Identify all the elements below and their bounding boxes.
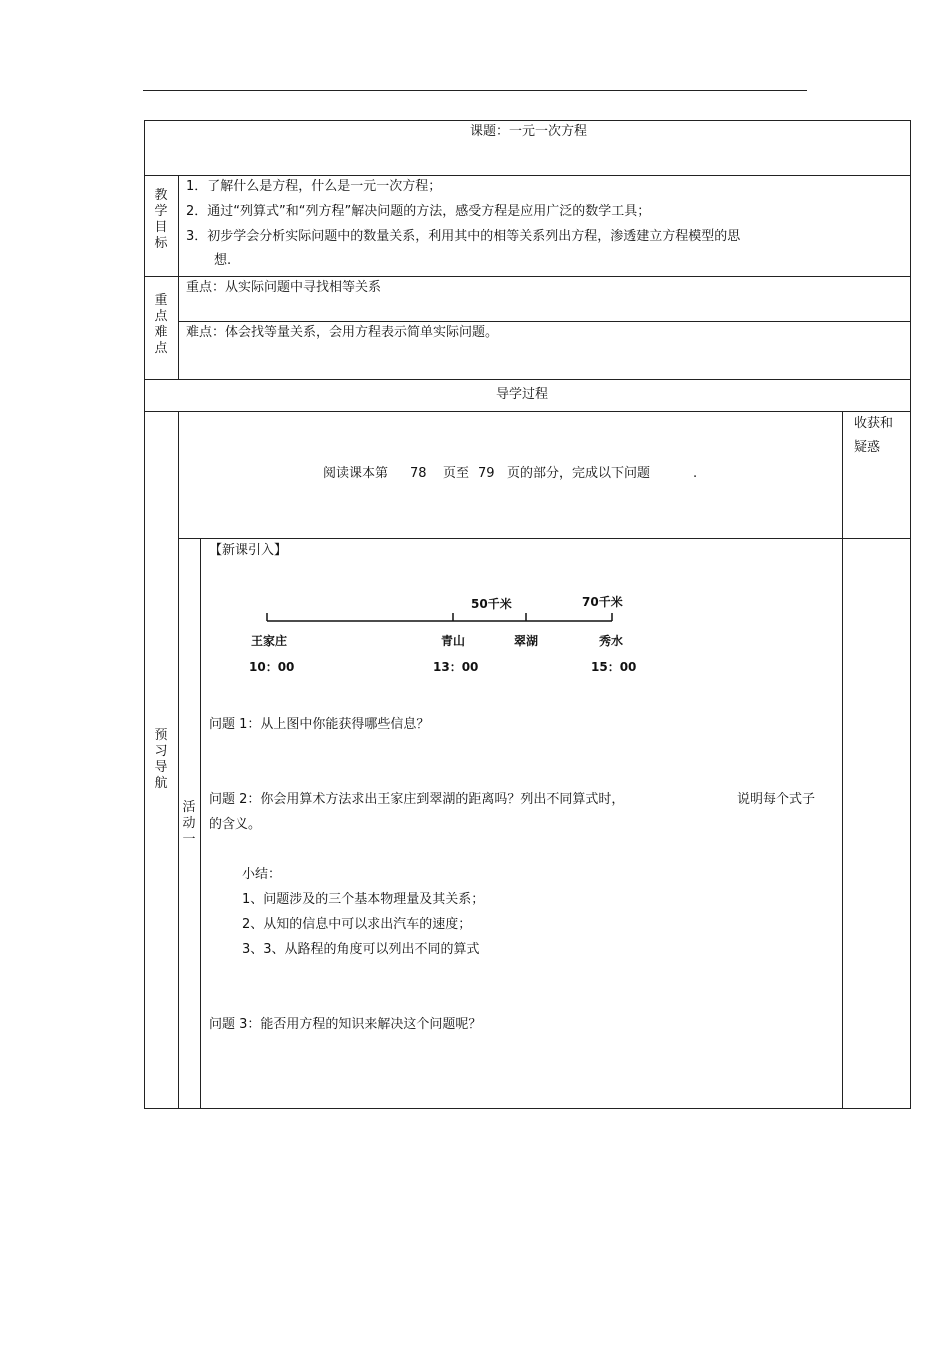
place-label: 青山 [441, 634, 466, 648]
question-1: 问题 1：从上图中你能获得哪些信息？ [209, 717, 430, 732]
preview-nav-label: 预习导航 [154, 728, 168, 791]
col-divider [178, 175, 179, 379]
question-2-meaning: 的含义。 [209, 817, 262, 832]
summary-item: 3、3、从路程的角度可以列出不同的算式 [242, 942, 480, 957]
reading-page-start: 78 [410, 466, 427, 481]
summary-title: 小结： [242, 867, 282, 882]
time-label: 13：00 [433, 660, 479, 674]
time-label: 10：00 [249, 660, 295, 674]
question-2-cont: 说明每个式子 [737, 792, 816, 807]
reading-prefix: 阅读课本第 [323, 466, 389, 481]
reading-suffix: 页的部分，完成以下问题 [507, 466, 651, 481]
section-title: 【新课引入】 [209, 543, 288, 558]
page-top-rule [143, 90, 807, 91]
row-divider [144, 379, 911, 380]
lesson-title: 课题：一元一次方程 [470, 124, 588, 139]
reading-mid: 页至 [443, 466, 470, 481]
time-label: 15：00 [591, 660, 637, 674]
col-divider [178, 411, 179, 1109]
objective-item: 1．了解什么是方程，什么是一元一次方程； [186, 179, 442, 194]
objectives-label: 教学目标 [154, 188, 168, 251]
gain-label: 收获和 [854, 416, 894, 431]
reading-dot: . [693, 466, 698, 481]
col-divider [200, 538, 201, 1109]
place-label: 秀水 [599, 634, 624, 648]
place-label: 翠湖 [514, 634, 539, 648]
objective-item: 2．通过“列算式”和“列方程”解决问题的方法，感受方程是应用广泛的数学工具； [186, 204, 651, 219]
table-border-right [910, 120, 911, 1109]
distance-label: 70千米 [582, 595, 623, 609]
row-divider [178, 321, 911, 322]
process-title: 导学过程 [496, 387, 549, 402]
summary-item: 1、问题涉及的三个基本物理量及其关系； [242, 892, 485, 907]
table-border-top [144, 120, 911, 121]
objective-item: 3．初步学会分析实际问题中的数量关系，利用其中的相等关系列出方程，渗透建立方程模型的思 [186, 229, 741, 244]
difficulty-text: 难点：体会找等量关系，会用方程表示简单实际问题。 [186, 325, 499, 340]
row-divider [178, 538, 911, 539]
key-points-label: 重点难点 [154, 293, 168, 356]
route-diagram [245, 590, 645, 680]
distance-label: 50千米 [471, 597, 512, 611]
reading-page-end: 79 [478, 466, 495, 481]
table-border-left [144, 120, 145, 1109]
activity-label: 活动一 [182, 800, 196, 847]
question-2: 问题 2：你会用算术方法求出王家庄到翠湖的距离吗？列出不同算式时， [209, 792, 625, 807]
place-label: 王家庄 [251, 634, 288, 648]
col-divider [842, 411, 843, 1109]
table-border-bottom [144, 1108, 911, 1109]
summary-item: 2、从知的信息中可以求出汽车的速度； [242, 917, 472, 932]
key-point-text: 重点：从实际问题中寻找相等关系 [186, 280, 382, 295]
objective-item: 想. [214, 253, 232, 268]
row-divider [144, 411, 911, 412]
row-divider [144, 276, 911, 277]
row-divider [144, 175, 911, 176]
doubt-label: 疑惑 [854, 440, 881, 455]
question-3: 问题 3：能否用方程的知识来解决这个问题呢？ [209, 1017, 482, 1032]
